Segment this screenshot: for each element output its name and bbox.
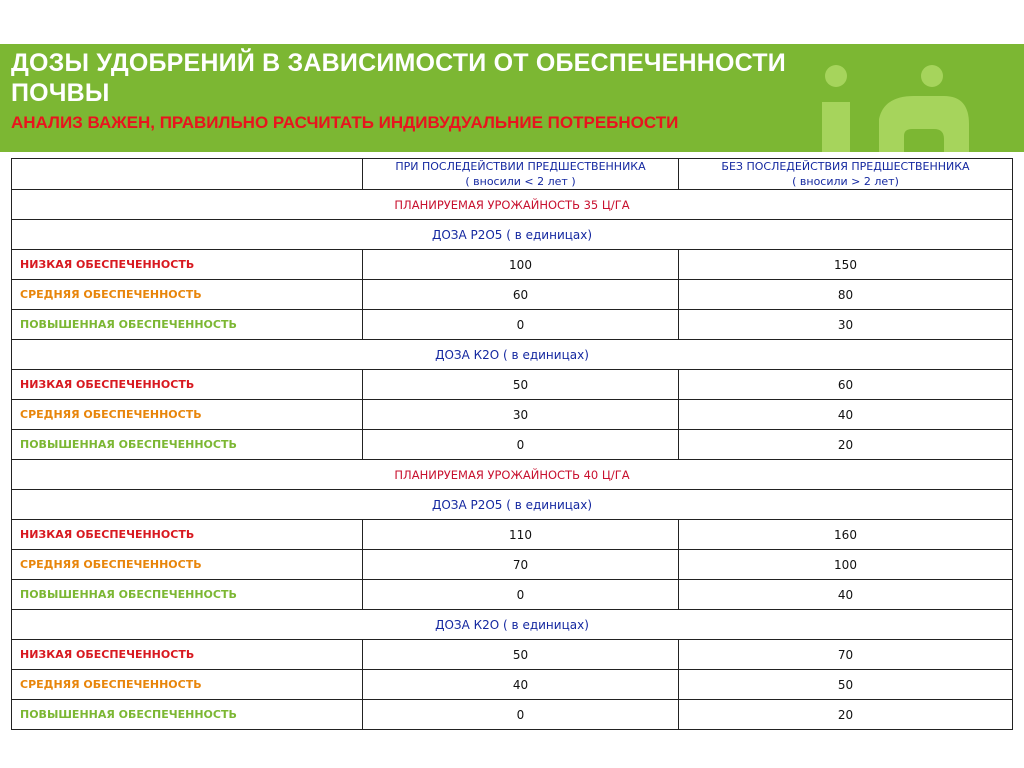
value-cell: 30 xyxy=(363,400,679,430)
column-header-sublabel: ( вносили < 2 лет ) xyxy=(465,175,576,188)
page-subtitle: АНАЛИЗ ВАЖЕН, ПРАВИЛЬНО РАСЧИТАТЬ ИНДИВУДУАЛЬНИЕ ПОТРЕБНОСТИ xyxy=(11,113,679,132)
value-cell: 30 xyxy=(679,310,1013,340)
value-cell: 60 xyxy=(679,370,1013,400)
value-cell: 150 xyxy=(679,250,1013,280)
page-title-line1: ДОЗЫ УДОБРЕНИЙ В ЗАВИСИМОСТИ ОТ ОБЕСПЕЧЕННОСТИ xyxy=(11,49,786,77)
value-cell: 70 xyxy=(363,550,679,580)
table-row xyxy=(12,280,1013,310)
value-cell: 50 xyxy=(363,640,679,670)
value-cell: 50 xyxy=(679,670,1013,700)
table-row xyxy=(12,670,1013,700)
value-cell: 160 xyxy=(679,520,1013,550)
row-label-high: ПОВЫШЕННАЯ ОБЕСПЕЧЕННОСТЬ xyxy=(12,430,363,460)
dose-title: ДОЗА Р2О5 ( в единицах) xyxy=(12,220,1013,250)
column-header-label: ПРИ ПОСЛЕДЕЙСТВИИ ПРЕДШЕСТВЕННИКА xyxy=(395,160,646,173)
value-cell: 50 xyxy=(363,370,679,400)
value-cell: 0 xyxy=(363,430,679,460)
table-row xyxy=(12,700,1013,730)
table-header-row xyxy=(12,159,1013,190)
section-row-yield-35 xyxy=(12,190,1013,220)
row-label-mid: СРЕДНЯЯ ОБЕСПЕЧЕННОСТЬ xyxy=(12,400,363,430)
page-title xyxy=(11,48,786,108)
row-label-low: НИЗКАЯ ОБЕСПЕЧЕННОСТЬ xyxy=(12,250,363,280)
dose-title: ДОЗА Р2О5 ( в единицах) xyxy=(12,490,1013,520)
value-cell: 70 xyxy=(679,640,1013,670)
dose-title: ДОЗА К2О ( в единицах) xyxy=(12,610,1013,640)
row-label-mid: СРЕДНЯЯ ОБЕСПЕЧЕННОСТЬ xyxy=(12,550,363,580)
value-cell: 60 xyxy=(363,280,679,310)
value-cell: 40 xyxy=(679,400,1013,430)
row-label-high: ПОВЫШЕННАЯ ОБЕСПЕЧЕННОСТЬ xyxy=(12,310,363,340)
row-label-mid: СРЕДНЯЯ ОБЕСПЕЧЕННОСТЬ xyxy=(12,280,363,310)
column-header-with-predecessor xyxy=(363,159,679,190)
table-row xyxy=(12,580,1013,610)
value-cell: 0 xyxy=(363,700,679,730)
table-row xyxy=(12,370,1013,400)
value-cell: 20 xyxy=(679,700,1013,730)
table-row xyxy=(12,250,1013,280)
table-row xyxy=(12,520,1013,550)
value-cell: 0 xyxy=(363,310,679,340)
column-header-without-predecessor xyxy=(679,159,1013,190)
section-row-yield-40 xyxy=(12,460,1013,490)
value-cell: 40 xyxy=(363,670,679,700)
value-cell: 20 xyxy=(679,430,1013,460)
section-row-p2o5 xyxy=(12,490,1013,520)
dose-title: ДОЗА К2О ( в единицах) xyxy=(12,340,1013,370)
section-row-k2o xyxy=(12,610,1013,640)
value-cell: 100 xyxy=(679,550,1013,580)
section-row-k2o xyxy=(12,340,1013,370)
page-title-line2: ПОЧВЫ xyxy=(11,79,110,107)
fertilizer-dose-table xyxy=(11,158,1013,730)
row-label-low: НИЗКАЯ ОБЕСПЕЧЕННОСТЬ xyxy=(12,520,363,550)
table-row xyxy=(12,430,1013,460)
table-row xyxy=(12,310,1013,340)
column-header-label: БЕЗ ПОСЛЕДЕЙСТВИЯ ПРЕДШЕСТВЕННИКА xyxy=(721,160,970,173)
section-row-p2o5 xyxy=(12,220,1013,250)
value-cell: 110 xyxy=(363,520,679,550)
title-banner xyxy=(0,44,1024,152)
column-header-sublabel: ( вносили > 2 лет) xyxy=(792,175,899,188)
yield-title: ПЛАНИРУЕМАЯ УРОЖАЙНОСТЬ 40 Ц/ГА xyxy=(12,460,1013,490)
row-label-high: ПОВЫШЕННАЯ ОБЕСПЕЧЕННОСТЬ xyxy=(12,700,363,730)
table-row xyxy=(12,640,1013,670)
table-row xyxy=(12,400,1013,430)
value-cell: 40 xyxy=(679,580,1013,610)
row-label-low: НИЗКАЯ ОБЕСПЕЧЕННОСТЬ xyxy=(12,640,363,670)
logo-watermark-icon xyxy=(784,44,984,152)
table-row xyxy=(12,550,1013,580)
value-cell: 0 xyxy=(363,580,679,610)
table-header-empty-cell xyxy=(12,159,363,190)
value-cell: 80 xyxy=(679,280,1013,310)
yield-title: ПЛАНИРУЕМАЯ УРОЖАЙНОСТЬ 35 Ц/ГА xyxy=(12,190,1013,220)
row-label-low: НИЗКАЯ ОБЕСПЕЧЕННОСТЬ xyxy=(12,370,363,400)
row-label-mid: СРЕДНЯЯ ОБЕСПЕЧЕННОСТЬ xyxy=(12,670,363,700)
row-label-high: ПОВЫШЕННАЯ ОБЕСПЕЧЕННОСТЬ xyxy=(12,580,363,610)
value-cell: 100 xyxy=(363,250,679,280)
